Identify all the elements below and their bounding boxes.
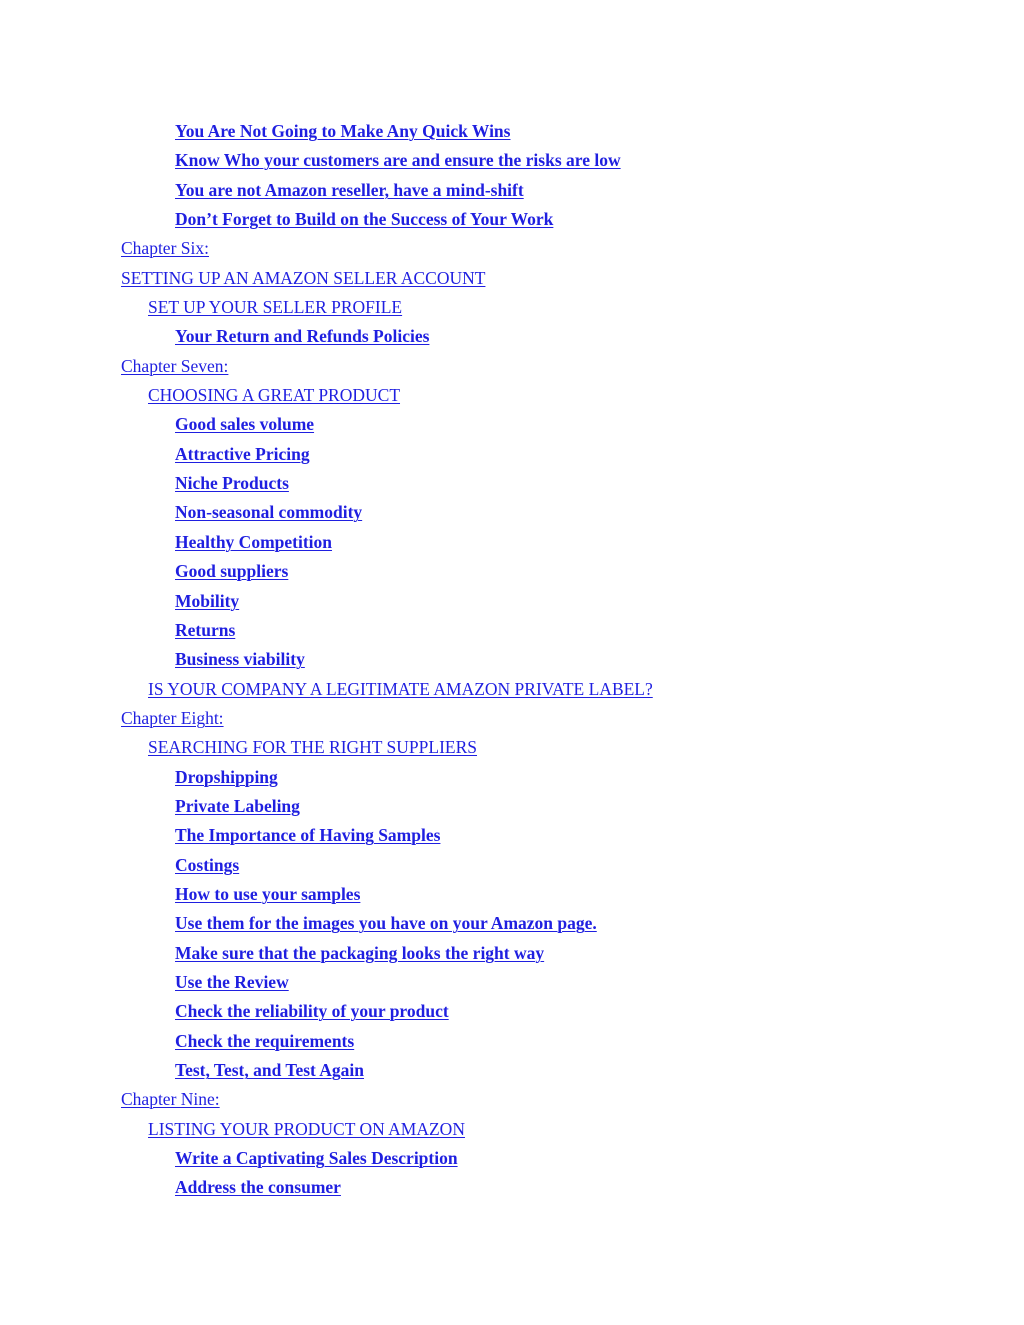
toc-entry [0, 851, 1024, 880]
toc-link[interactable]: SETTING UP AN AMAZON SELLER ACCOUNT [121, 267, 486, 288]
toc-entry [0, 440, 1024, 469]
toc-section-heading [0, 264, 1024, 293]
toc-link[interactable]: Make sure that the packaging looks the right way [175, 942, 545, 963]
toc-link[interactable]: Business viability [175, 649, 305, 670]
toc-link[interactable]: Returns [175, 619, 236, 640]
toc-entry [0, 176, 1024, 205]
toc-link[interactable]: Good sales volume [175, 414, 315, 435]
toc-entry [0, 909, 1024, 938]
toc-link[interactable]: Good suppliers [175, 561, 289, 582]
toc-entry [0, 968, 1024, 997]
toc-entry [0, 528, 1024, 557]
toc-entry [0, 117, 1024, 146]
toc-entry [0, 557, 1024, 586]
toc-link[interactable]: Non-seasonal commodity [175, 502, 363, 523]
toc-entry [0, 322, 1024, 351]
toc-entry [0, 997, 1024, 1026]
toc-link[interactable]: Don’t Forget to Build on the Success of Your Work [175, 209, 554, 230]
toc-link[interactable]: Test, Test, and Test Again [175, 1060, 365, 1080]
toc-chapter-heading [0, 234, 1024, 263]
toc-entry [0, 469, 1024, 498]
toc-subsection [0, 293, 1024, 322]
toc-link[interactable]: Use them for the images you have on your Amazon page. [175, 913, 597, 934]
toc-link[interactable]: Your Return and Refunds Policies [175, 326, 430, 347]
toc-chapter-heading [0, 352, 1024, 381]
toc-entry [0, 205, 1024, 234]
toc-link[interactable]: You Are Not Going to Make Any Quick Wins [175, 121, 511, 141]
toc-link-chapter-seven[interactable]: Chapter Seven: [121, 355, 229, 376]
toc-chapter-heading [0, 704, 1024, 733]
toc-entry [0, 1144, 1024, 1173]
toc-entry [0, 645, 1024, 674]
toc-link[interactable]: CHOOSING A GREAT PRODUCT [148, 385, 401, 406]
toc-entry [0, 939, 1024, 968]
toc-link[interactable]: Address the consumer [175, 1177, 341, 1198]
toc-subsection [0, 675, 1024, 704]
toc-subsection [0, 381, 1024, 410]
toc-entry [0, 1056, 1024, 1085]
toc-entry [0, 587, 1024, 616]
toc-link[interactable]: Check the reliability of your product [175, 1001, 449, 1022]
toc-link[interactable]: Costings [175, 854, 240, 875]
toc-entry [0, 1173, 1024, 1202]
toc-link[interactable]: Mobility [175, 590, 240, 611]
toc-entry [0, 410, 1024, 439]
toc-link[interactable]: Private Labeling [175, 795, 300, 816]
toc-subsection [0, 733, 1024, 762]
toc-entry [0, 792, 1024, 821]
toc-link[interactable]: How to use your samples [175, 883, 361, 904]
toc-link[interactable]: LISTING YOUR PRODUCT ON AMAZON [148, 1118, 465, 1139]
toc-link[interactable]: SET UP YOUR SELLER PROFILE [148, 297, 403, 318]
toc-link-chapter-six[interactable]: Chapter Six: [121, 238, 209, 259]
toc-link[interactable]: Know Who your customers are and ensure the risks are low [175, 150, 621, 171]
toc-link[interactable]: Check the requirements [175, 1030, 355, 1051]
toc-subsection [0, 1115, 1024, 1144]
toc-entry [0, 1027, 1024, 1056]
toc-entry [0, 616, 1024, 645]
toc-entry [0, 880, 1024, 909]
toc-entry [0, 146, 1024, 175]
toc-link-chapter-nine[interactable]: Chapter Nine: [121, 1089, 220, 1110]
toc-link-chapter-eight[interactable]: Chapter Eight: [121, 707, 224, 728]
toc-entry [0, 763, 1024, 792]
toc-link[interactable]: Healthy Competition [175, 531, 333, 552]
toc-link[interactable]: Attractive Pricing [175, 443, 310, 464]
toc-link[interactable]: Dropshipping [175, 766, 278, 787]
toc-link[interactable]: Write a Captivating Sales Description [175, 1148, 458, 1169]
table-of-contents [0, 117, 1024, 1203]
toc-link[interactable]: You are not Amazon reseller, have a mind-shift [175, 179, 524, 200]
toc-link[interactable]: The Importance of Having Samples [175, 825, 441, 846]
toc-link[interactable]: SEARCHING FOR THE RIGHT SUPPLIERS [148, 737, 477, 758]
toc-entry [0, 498, 1024, 527]
toc-link[interactable]: IS YOUR COMPANY A LEGITIMATE AMAZON PRIVATE LABEL? [148, 678, 653, 699]
toc-chapter-heading [0, 1085, 1024, 1114]
toc-link[interactable]: Use the Review [175, 971, 289, 992]
toc-link[interactable]: Niche Products [175, 473, 289, 494]
toc-entry [0, 821, 1024, 850]
